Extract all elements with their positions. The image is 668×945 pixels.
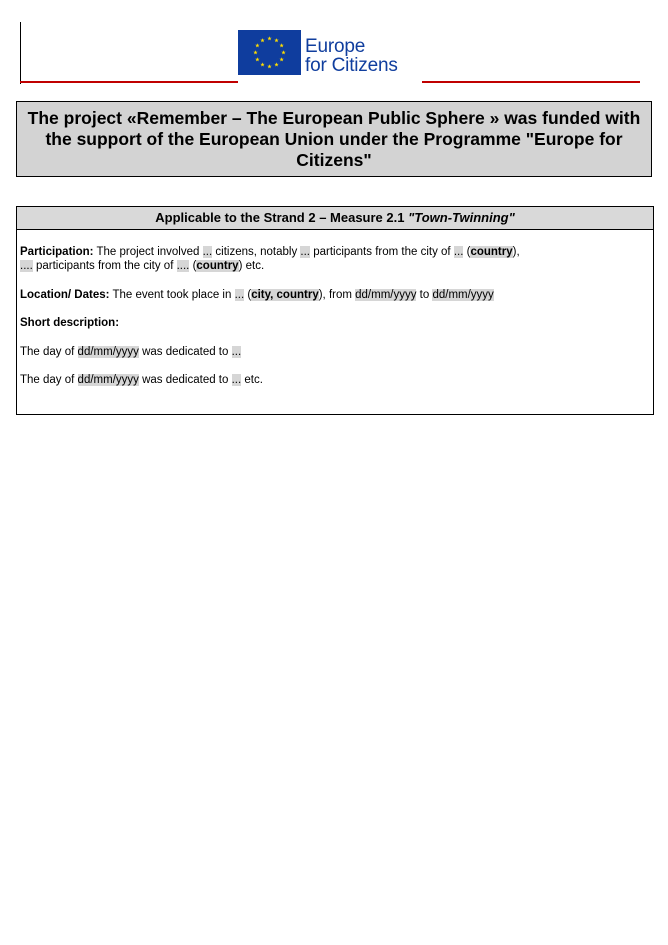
- flag-star-icon: [279, 43, 283, 47]
- eu-flag-icon: [238, 30, 301, 75]
- field-city-2[interactable]: ....: [176, 260, 190, 272]
- field-country-2[interactable]: country: [196, 260, 239, 272]
- day-1-line: [20, 345, 241, 359]
- location-text-4: to: [416, 289, 433, 301]
- field-day-2-topic[interactable]: ...: [231, 374, 242, 386]
- flag-star-icon: [253, 50, 257, 54]
- field-location[interactable]: ...: [234, 289, 245, 301]
- europe-for-citizens-logo: [238, 30, 398, 75]
- participation-text-8: ) etc.: [238, 260, 265, 272]
- panel-heading-text: Applicable to the Strand 2 – Measure 2.1: [155, 210, 409, 225]
- day-1-text-1: The day of: [20, 346, 78, 358]
- location-text-1: The event took place in: [109, 289, 235, 301]
- participation-text-5: ),: [512, 246, 520, 258]
- short-description-label: Short description:: [20, 317, 120, 329]
- logo-text: [305, 37, 398, 75]
- short-description-heading: [20, 316, 119, 330]
- field-city-1[interactable]: ...: [453, 246, 464, 258]
- location-paragraph: [20, 288, 494, 302]
- day-2-line: [20, 373, 263, 387]
- flag-star-icon: [255, 57, 259, 61]
- field-date-to[interactable]: dd/mm/yyyy: [432, 289, 494, 301]
- flag-star-icon: [267, 64, 271, 68]
- field-participants-2[interactable]: ....: [20, 260, 33, 272]
- flag-star-icon: [260, 62, 264, 66]
- field-date-from[interactable]: dd/mm/yyyy: [355, 289, 417, 301]
- flag-star-icon: [267, 36, 271, 40]
- day-2-text-3: etc.: [241, 374, 263, 386]
- flag-star-icon: [281, 50, 285, 54]
- header-vertical-rule: [20, 22, 21, 84]
- funding-statement-box: [16, 101, 652, 177]
- flag-star-icon: [274, 62, 278, 66]
- header-red-rule-right: [422, 81, 640, 83]
- panel-heading-emphasis: "Town-Twinning": [408, 210, 515, 225]
- participation-text-1: The project involved: [93, 246, 203, 258]
- field-country-1[interactable]: country: [470, 246, 513, 258]
- logo-line-2: for Citizens: [305, 55, 398, 76]
- logo-line-1: Europe: [305, 36, 366, 57]
- participation-paragraph: [20, 245, 520, 273]
- location-text-3: ), from: [318, 289, 356, 301]
- field-participants-1[interactable]: ...: [300, 246, 310, 258]
- day-1-text-2: was dedicated to: [142, 346, 232, 358]
- field-citizens[interactable]: ...: [202, 246, 213, 258]
- flag-star-icon: [274, 38, 278, 42]
- flag-star-icon: [279, 57, 283, 61]
- field-day-2-date[interactable]: dd/mm/yyyy: [77, 374, 139, 386]
- location-label: Location/ Dates:: [20, 289, 110, 301]
- participation-text-6: participants from the city of: [32, 260, 177, 272]
- flag-star-icon: [260, 38, 264, 42]
- field-city-country[interactable]: city, country: [251, 289, 319, 301]
- location-text-2: (: [244, 289, 252, 301]
- day-2-text-2: was dedicated to: [142, 374, 232, 386]
- participation-text-3: participants from the city of: [310, 246, 454, 258]
- field-day-1-topic[interactable]: ...: [231, 346, 242, 358]
- flag-star-icon: [255, 43, 259, 47]
- header-red-rule-left: [20, 81, 238, 83]
- panel-heading: [17, 207, 653, 230]
- funding-statement: The project «Remember – The European Public Sphere » was funded with the support of the European Union under the Programme "Europe for Citizens": [27, 107, 641, 170]
- participation-text-4: (: [463, 246, 471, 258]
- participation-label: Participation:: [20, 246, 94, 258]
- strand-panel: [16, 206, 654, 415]
- participation-text-2: citizens, notably: [212, 246, 301, 258]
- participation-text-7: (: [189, 260, 197, 272]
- day-2-text-1: The day of: [20, 374, 78, 386]
- field-day-1-date[interactable]: dd/mm/yyyy: [77, 346, 139, 358]
